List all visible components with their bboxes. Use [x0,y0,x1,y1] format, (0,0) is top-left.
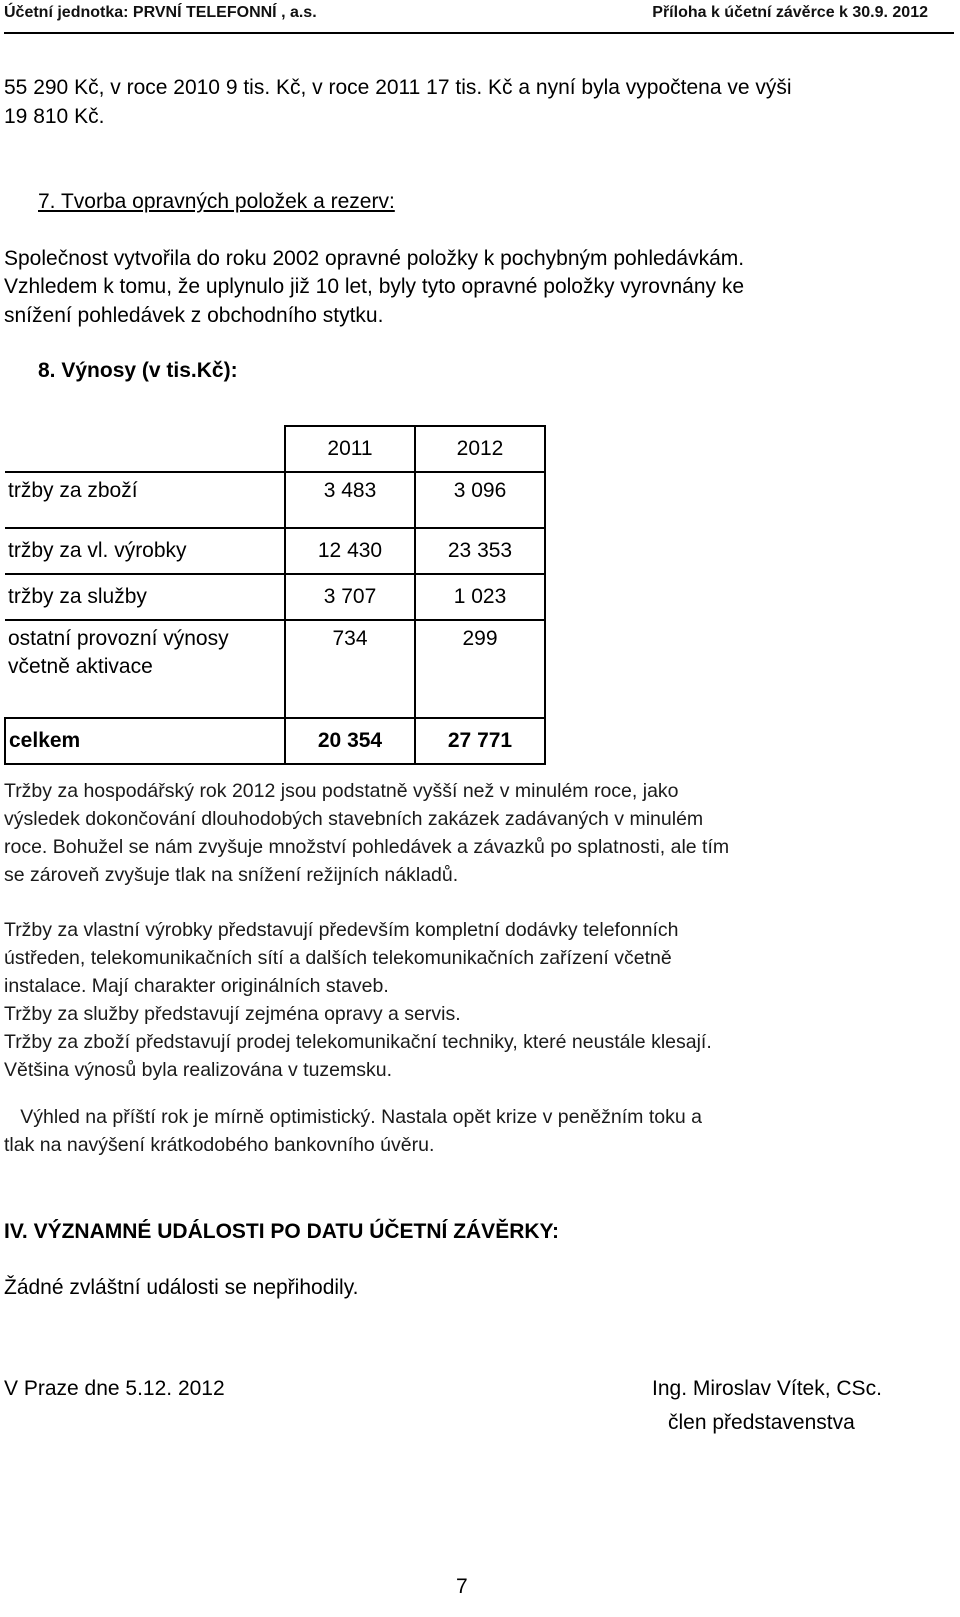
intro-line-1: 55 290 Kč, v roce 2010 9 tis. Kč, v roce 2011 17 tis. Kč a nyní byla vypočtena ve výši [4,76,792,99]
section-7-line-3: snížení pohledávek z obchodního stytku. [4,304,384,327]
para-2-line-1: Tržby za vlastní výrobky představují především kompletní dodávky telefonních [4,919,679,941]
table-header-row [5,426,545,472]
section-7-heading: 7. Tvorba opravných položek a rezerv: [38,190,395,213]
page-number: 7 [456,1575,468,1598]
revenue-table [4,425,546,765]
row-label-line-2: včetně aktivace [8,655,153,678]
header-right: Příloha k účetní závěrce k 30.9. 2012 [652,4,928,21]
para-1-line-3: roce. Bohužel se nám zvyšuje množství pohledávek a závazků po splatnosti, ale tím [4,836,730,858]
section-7-line-1: Společnost vytvořila do roku 2002 opravné položky k pochybným pohledávkám. [4,247,745,270]
para-2-line-4: Tržby za služby představují zejména opravy a servis. [4,1003,461,1025]
para-1-line-2: výsledek dokončování dlouhodobých stavebních zakázek zadávaných v minulém [4,808,704,830]
header-left: Účetní jednotka: PRVNÍ TELEFONNÍ , a.s. [4,4,317,21]
value-2011: 3 483 [285,472,415,528]
total-label: celkem [5,718,285,764]
value-2012: 1 023 [415,574,545,620]
para-2-line-3: instalace. Mají charakter originálních staveb. [4,975,389,997]
table-corner-cell [5,426,285,472]
table-row [5,528,545,574]
para-2-line-6: Většina výnosů byla realizována v tuzemsku. [4,1059,393,1081]
value-2012: 3 096 [415,472,545,528]
para-2-line-5: Tržby za zboží představují prodej telekomunikační techniky, které neustále klesají. [4,1031,712,1053]
table-row [5,472,545,528]
year-2012-header: 2012 [415,426,545,472]
para-3-line-2: tlak na navýšení krátkodobého bankovního úvěru. [4,1134,435,1156]
para-1-line-4: se zároveň zvyšuje tlak na snížení režijních nákladů. [4,864,459,886]
header-rule [4,32,954,34]
para-2-line-2: ústředen, telekomunikačních sítí a dalších telekomunikačních zařízení včetně [4,947,672,969]
total-2012: 27 771 [415,718,545,764]
year-2011-header: 2011 [285,426,415,472]
row-label-line-1: ostatní provozní výnosy [8,627,229,650]
section-7-line-2: Vzhledem k tomu, že uplynulo již 10 let, byly tyto opravné položky vyrovnány ke [4,275,745,298]
signatory-role: člen představenstva [668,1411,855,1434]
table-total-row [5,718,545,764]
row-label: tržby za vl. výrobky [5,528,285,574]
value-2012: 23 353 [415,528,545,574]
para-3-line-1: Výhled na příští rok je mírně optimistický. Nastala opět krize v peněžním toku a [4,1106,702,1128]
section-iv-text: Žádné zvláštní události se nepřihodily. [4,1276,359,1299]
place-date: V Praze dne 5.12. 2012 [4,1377,225,1400]
table-row [5,620,545,718]
row-label: tržby za zboží [5,472,285,528]
section-8-heading-text: 8. Výnosy (v tis.Kč): [38,359,238,382]
row-label [5,620,285,718]
table-row [5,574,545,620]
section-iv-heading: IV. VÝZNAMNÉ UDÁLOSTI PO DATU ÚČETNÍ ZÁVĚRKY: [4,1220,559,1243]
value-2011: 734 [285,620,415,718]
value-2012: 299 [415,620,545,718]
intro-line-2: 19 810 Kč. [4,105,105,128]
row-label: tržby za služby [5,574,285,620]
value-2011: 3 707 [285,574,415,620]
signatory-name: Ing. Miroslav Vítek, CSc. [652,1377,882,1400]
para-1-line-1: Tržby za hospodářský rok 2012 jsou podstatně vyšší než v minulém roce, jako [4,780,679,802]
value-2011: 12 430 [285,528,415,574]
total-2011: 20 354 [285,718,415,764]
